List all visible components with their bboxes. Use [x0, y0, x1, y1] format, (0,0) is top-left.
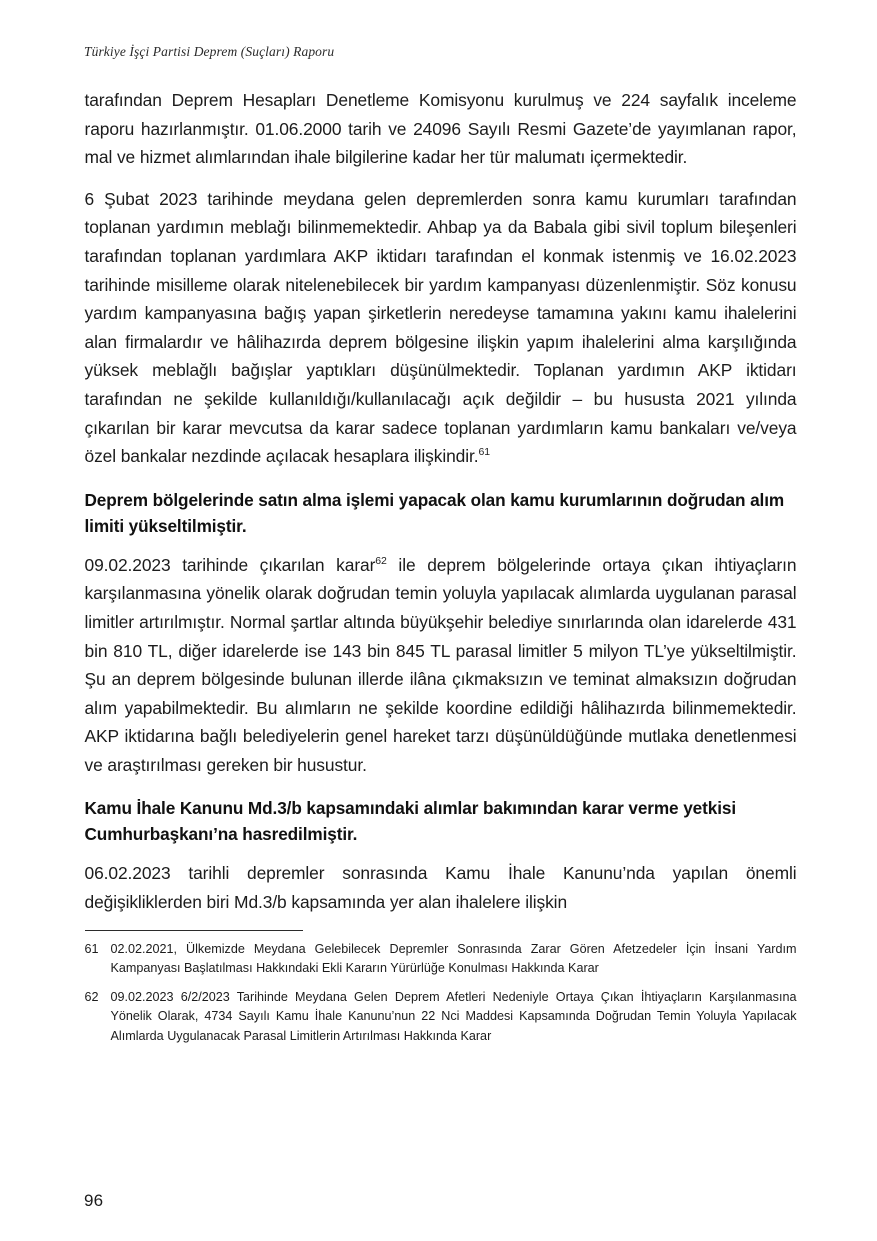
paragraph-3-text-after-ref: ile deprem bölgelerinde ortaya çıkan ihtiyaçların karşılanmasına yönelik olarak doğrudan temin yoluyla yapılacak alımlarda uygulanan parasal limitler artırılmıştır. Normal şartlar altında büyükşehir belediye sınırlarında olan idarelerde 431 bin 810 TL, diğer idarelerde ise 143 bin 845 TL parasal limitler 5 milyon TL’ye yükseltilmiştir. Şu an deprem bölgesinde bulunan illerde ilâna çıkmaksızın ve teminat almaksızın doğrudan alım yapabilmektedir. Bu alımların ne şekilde koordine edildiği hâlihazırda bilinmemektedir. AKP iktidarına bağlı belediyelerin genel hareket tarzı düşünüldüğünde mutlaka denetlenmesi ve araştırılması gereken bir husustur.: [84, 554, 797, 775]
footnote-ref-61[interactable]: 61: [478, 446, 490, 459]
footnote-62: [85, 988, 797, 1047]
footnote-number: 61: [84, 941, 99, 956]
footnote-ref-62[interactable]: 62: [375, 554, 387, 567]
body-column: [85, 86, 797, 917]
paragraph-2-text: 6 Şubat 2023 tarihinde meydana gelen depremlerden sonra kamu kurumları tarafından toplanan yardımın meblağı bilinmemektedir. Ahbap ya da Babala gibi sivil toplum bileşenleri tarafından toplanan yardımlara AKP iktidarı tarafından el konmak istenmiş ve 16.02.2023 tarihinde misilleme olarak nitelenebilecek bir yardım kampanyası düzenlenmiştir. Söz konusu yardım kampanyasına bağış yapan şirketlerin neredeyse tamamına yakını kamu ihalelerini alan firmalardır ve hâlihazırda deprem bölgesine ilişkin yapım ihalelerini alma karşılığında yüksek meblağlı bağışlar yaptıkları düşünülmektedir. Toplanan yardımın AKP iktidarı tarafından ne şekilde kullanıldığı/kullanılacağı açık değildir – bu hususta 2021 yılında çıkarılan bir karar mevcutsa da karar sadece toplanan yardımların kamu bankaları ve/veya özel bankalar nezdinde açılacak hesaplara ilişkindir.: [84, 188, 797, 467]
footnotes-section: [85, 930, 797, 1047]
footnote-text: 09.02.2023 6/2/2023 Tarihinde Meydana Gelen Deprem Afetleri Nedeniyle Ortaya Çıkan İhtiyaçların Karşılanmasına Yönelik Olarak, 4734 Sayılı Kamu İhale Kanunu’nun 22 Nci Maddesi Kapsamında Doğrudan Temin Yoluyla Yapılacak Alımlarda Uygulanacak Parasal Limitlerin Artırılması Hakkında Karar: [110, 989, 797, 1044]
paragraph-2: [85, 185, 797, 471]
subheading-doğrudan-alim-limiti: Deprem bölgelerinde satın alma işlemi yapacak olan kamu kurumlarının doğrudan alım limiti yükseltilmiştir.: [84, 489, 785, 536]
footnote-text: 02.02.2021, Ülkemizde Meydana Gelebilecek Depremler Sonrasında Zarar Gören Afetzedeler İçin İnsani Yardım Kampanyası Başlatılması Hakkındaki Ekli Kararın Yürürlüğe Konulması Hakkında Karar: [110, 941, 797, 976]
paragraph-4: 06.02.2023 tarihli depremler sonrasında Kamu İhale Kanunu’nda yapılan önemli değişikliklerden biri Md.3/b kapsamında yer alan ihalelere ilişkin: [84, 863, 797, 913]
subheading-kamu-ihale-kanunu: Kamu İhale Kanunu Md.3/b kapsamındaki alımlar bakımından karar verme yetkisi Cumhurbaşkanı’na hasredilmiştir.: [84, 798, 737, 845]
footnote-separator: [85, 930, 303, 931]
paragraph-1: tarafından Deprem Hesapları Denetleme Komisyonu kurulmuş ve 224 sayfalık inceleme raporu hazırlanmıştır. 01.06.2000 tarih ve 24096 Sayılı Resmi Gazete’de yayımlanan rapor, mal ve hizmet alımlarından ihale bilgilerine kadar her tür malumatı içermektedir.: [84, 90, 797, 168]
footnote-61: [85, 940, 797, 979]
footnote-number: 62: [84, 989, 99, 1004]
paragraph-3-text-before-ref: 09.02.2023 tarihinde çıkarılan karar: [84, 554, 376, 575]
page-number: 96: [84, 1191, 104, 1210]
paragraph-3: [85, 551, 797, 780]
running-head: Türkiye İşçi Partisi Deprem (Suçları) Raporu: [84, 44, 335, 59]
